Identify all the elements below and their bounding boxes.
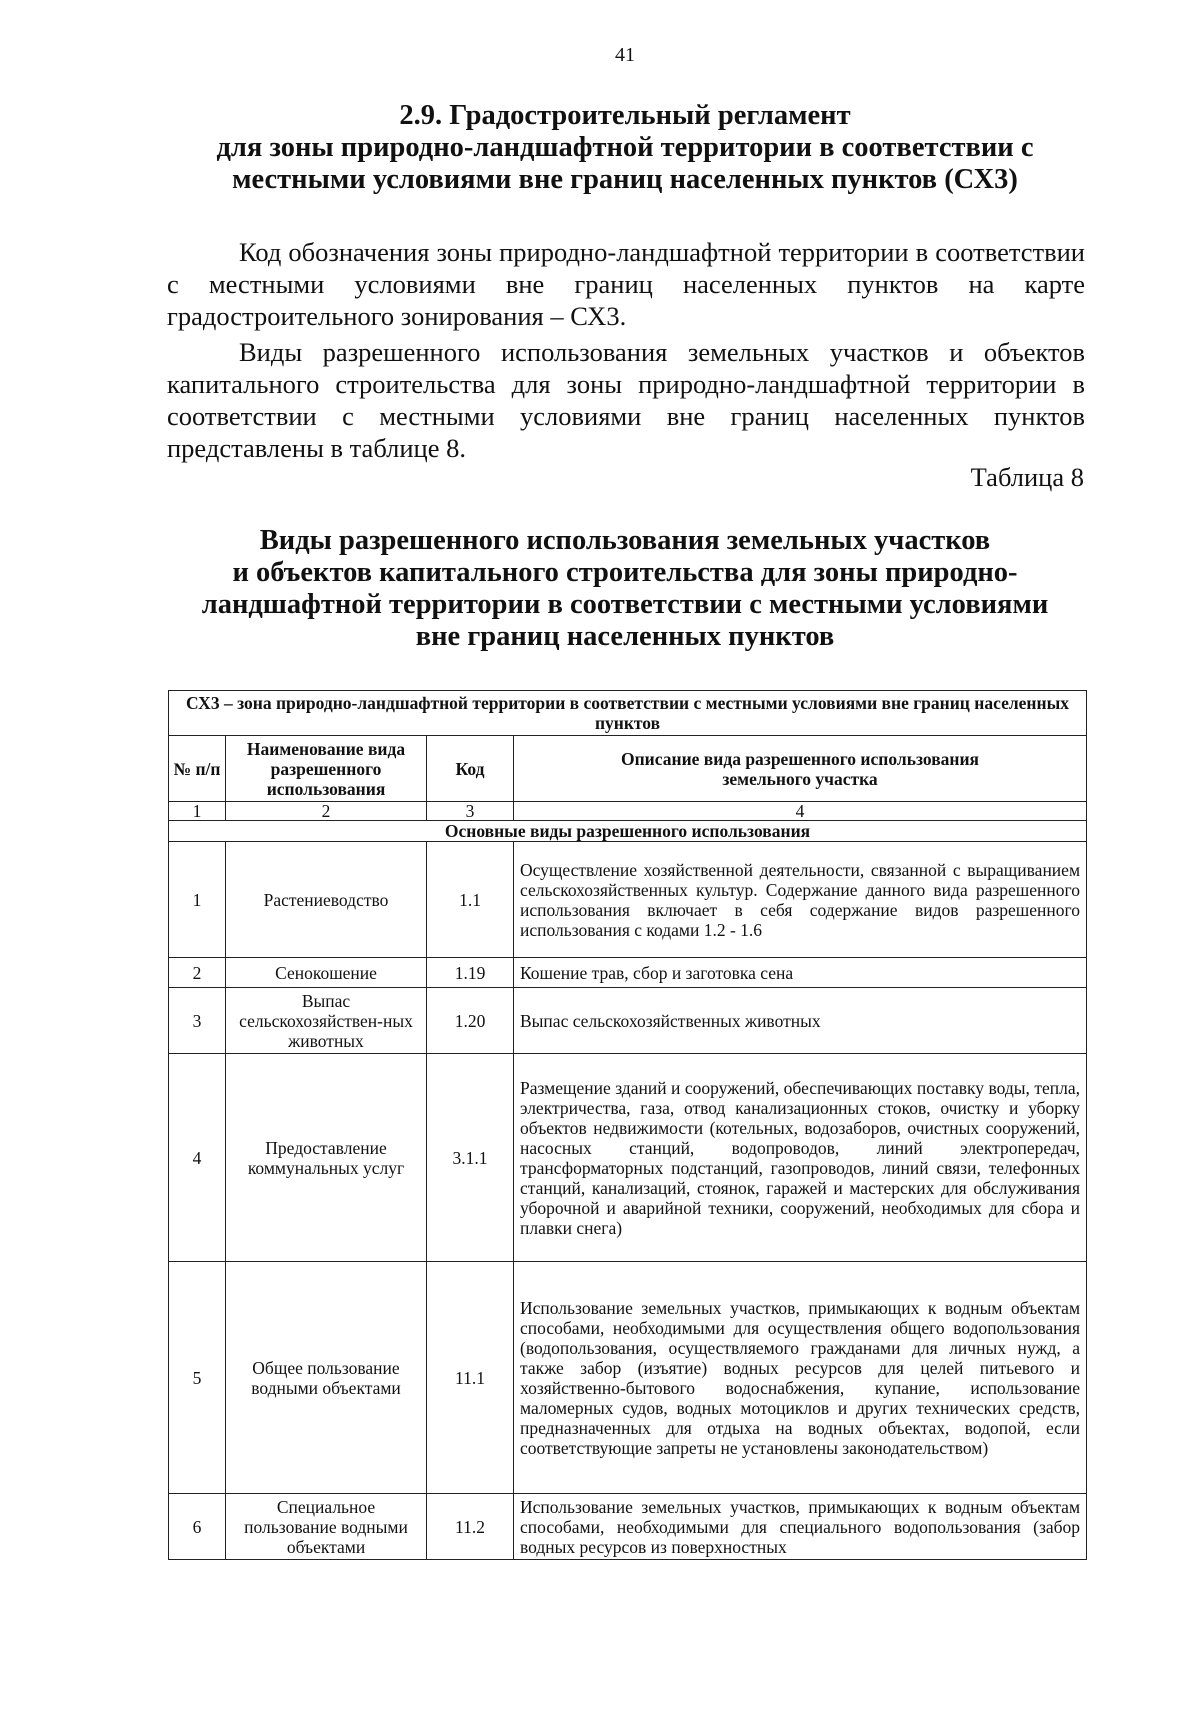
- row-name: Специальное пользование водными объектами: [226, 1494, 427, 1560]
- row-num: 3: [169, 988, 226, 1054]
- table-title: [165, 525, 1085, 653]
- heading-line-1: 2.9. Градостроительный регламент: [399, 100, 851, 131]
- row-code: 1.20: [427, 988, 514, 1054]
- column-header-row: [169, 736, 1087, 802]
- paragraph-permitted-uses-text: Виды разрешенного использования земельных участков и объектов капитального строительства для зоны природно-ландшафтной территории в соответствии с местными условиями вне границ населенных пунктов представлены в таблице 8.: [167, 337, 1085, 463]
- col-header-num: № п/п: [169, 736, 226, 802]
- col-header-code: Код: [427, 736, 514, 802]
- row-name: Растениеводство: [226, 842, 427, 958]
- row-code: 1.1: [427, 842, 514, 958]
- col-header-desc: Описание вида разрешенного использования земельного участка: [514, 736, 1087, 802]
- table-title-line-4: вне границ населенных пунктов: [415, 621, 835, 652]
- section-main-uses: Основные виды разрешенного использования: [169, 821, 1087, 842]
- row-name: Общее пользование водными объектами: [226, 1262, 427, 1494]
- row-code: 3.1.1: [427, 1054, 514, 1262]
- table-title-line-2: и объектов капитального строительства для зоны природно-: [232, 557, 1018, 588]
- row-desc: Использование земельных участков, примыкающих к водным объектам способами, необходимыми для специального водопользования (забор водных ресурсов из поверхностных: [514, 1494, 1087, 1560]
- zone-header: СХ3 – зона природно-ландшафтной территории в соответствии с местными условиями вне границ населенных пунктов: [169, 691, 1087, 736]
- table-title-line-1: Виды разрешенного использования земельных участков: [259, 525, 991, 556]
- permitted-uses-table: [168, 690, 1087, 1560]
- row-code: 11.1: [427, 1262, 514, 1494]
- column-number-row: [169, 802, 1087, 821]
- column-number: 2: [226, 802, 427, 821]
- heading-line-2: для зоны природно-ландшафтной территории в соответствии с: [216, 132, 1034, 163]
- row-code: 1.19: [427, 958, 514, 988]
- paragraph-permitted-uses: [167, 336, 1085, 464]
- row-name: Предоставление коммунальных услуг: [226, 1054, 427, 1262]
- table-row: [169, 1494, 1087, 1560]
- row-desc: Использование земельных участков, примыкающих к водным объектам способами, необходимыми для осуществления общего водопользования (водопользования, осуществляемого гражданами для личных нужд, а также забор (изъятие) водных ресурсов для целей питьевого и хозяйственно-бытового водоснабжения, купание, использование маломерных судов, водных мотоциклов и других технических средств, предназначенных для отдыха на водных объектах, водопой, если соответствующие запреты не установлены законодательством): [514, 1262, 1087, 1494]
- page-number: 41: [615, 44, 635, 66]
- table-row: [169, 1054, 1087, 1262]
- row-num: 6: [169, 1494, 226, 1560]
- section-heading: [165, 100, 1085, 196]
- zone-header-row: [169, 691, 1087, 736]
- row-desc: Выпас сельскохозяйственных животных: [514, 988, 1087, 1054]
- row-name: Сенокошение: [226, 958, 427, 988]
- column-number: 4: [514, 802, 1087, 821]
- row-num: 1: [169, 842, 226, 958]
- column-number: 1: [169, 802, 226, 821]
- row-desc: Размещение зданий и сооружений, обеспечивающих поставку воды, тепла, электричества, газа, отвод канализационных стоков, очистку и уборку объектов недвижимости (котельных, водозаборов, очистных сооружений, насосных станций, водопроводов, линий электропередач, трансформаторных подстанций, газопроводов, линий связи, телефонных станций, канализаций, стоянок, гаражей и мастерских для обслуживания уборочной и аварийной техники, сооружений, необходимых для сбора и плавки снега): [514, 1054, 1087, 1262]
- paragraph-zone-code: [167, 236, 1085, 332]
- col-header-name: Наименование вида разрешенного использования: [226, 736, 427, 802]
- row-num: 2: [169, 958, 226, 988]
- row-name: Выпас сельскохозяйствен-ных животных: [226, 988, 427, 1054]
- table-title-line-3: ландшафтной территории в соответствии с местными условиями: [201, 589, 1049, 620]
- row-num: 5: [169, 1262, 226, 1494]
- row-desc: Осуществление хозяйственной деятельности, связанной с выращиванием сельскохозяйственных культур. Содержание данного вида разрешенного использования включает в себя содержание видов разрешенного использования с кодами 1.2 - 1.6: [514, 842, 1087, 958]
- table-row: [169, 988, 1087, 1054]
- section-row: [169, 821, 1087, 842]
- table-row: [169, 958, 1087, 988]
- table-row: [169, 1262, 1087, 1494]
- row-code: 11.2: [427, 1494, 514, 1560]
- heading-line-3: местными условиями вне границ населенных пунктов (СХ3): [232, 164, 1018, 195]
- paragraph-zone-code-text: Код обозначения зоны природно-ландшафтной территории в соответствии с местными условиями вне границ населенных пунктов на карте градостроительного зонирования – СХ3.: [167, 237, 1085, 331]
- table-label: Таблица 8: [970, 462, 1084, 492]
- column-number: 3: [427, 802, 514, 821]
- row-desc: Кошение трав, сбор и заготовка сена: [514, 958, 1087, 988]
- table-row: [169, 842, 1087, 958]
- row-num: 4: [169, 1054, 226, 1262]
